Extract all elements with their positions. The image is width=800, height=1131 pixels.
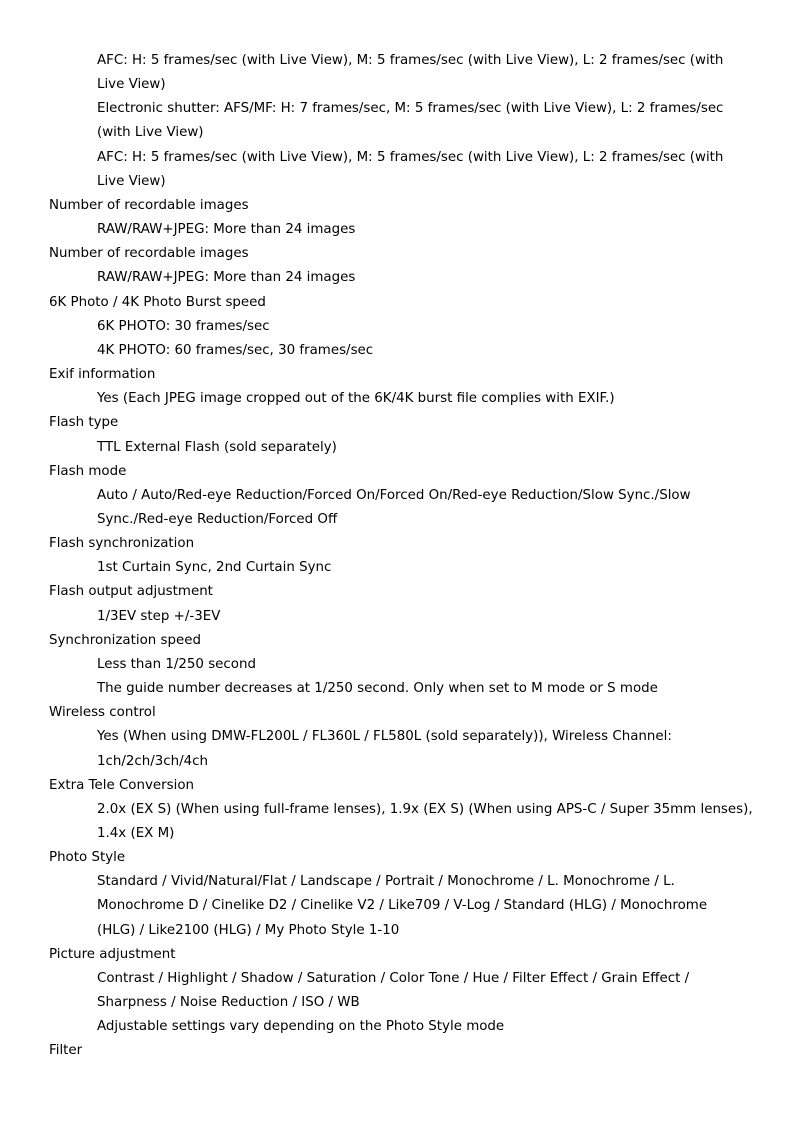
- spec-value-line: Monochrome D / Cinelike D2 / Cinelike V2 / Like709 / V-Log / Standard (HLG) / Monochrome: [97, 898, 708, 914]
- spec-value-line: 1.4x (EX M): [97, 826, 175, 841]
- spec-value-line: (with Live View): [97, 125, 204, 141]
- spec-value-line: RAW/RAW+JPEG: More than 24 images: [97, 270, 356, 286]
- spec-value-line: Live View): [97, 173, 166, 189]
- spec-heading: Flash mode: [49, 463, 127, 479]
- spec-value-line: Standard / Vivid/Natural/Flat / Landscape / Portrait / Monochrome / L. Monochrome / L.: [97, 874, 675, 890]
- spec-value-line: Sharpness / Noise Reduction / ISO / WB: [97, 995, 360, 1011]
- spec-value-line: Less than 1/250 second: [97, 656, 256, 672]
- spec-value-line: Live View): [97, 77, 166, 93]
- spec-heading: Number of recordable images: [49, 197, 249, 213]
- spec-value-line: 1st Curtain Sync, 2nd Curtain Sync: [97, 560, 332, 576]
- spec-heading: Filter: [49, 1043, 83, 1059]
- spec-value-line: (HLG) / Like2100 (HLG) / My Photo Style 1-10: [97, 922, 400, 938]
- spec-value-line: Electronic shutter: AFS/MF: H: 7 frames/sec, M: 5 frames/sec (with Live View), L: 2 frames/sec: [97, 101, 724, 117]
- spec-heading: Photo Style: [49, 850, 126, 866]
- spec-heading: Extra Tele Conversion: [49, 777, 195, 793]
- spec-value-line: 6K PHOTO: 30 frames/sec: [97, 318, 270, 334]
- spec-value-line: AFC: H: 5 frames/sec (with Live View), M: 5 frames/sec (with Live View), L: 2 frames/sec (with: [97, 53, 724, 68]
- spec-value-line: Auto / Auto/Red-eye Reduction/Forced On/Forced On/Red-eye Reduction/Slow Sync./Slow: [97, 487, 691, 503]
- spec-heading: Flash output adjustment: [49, 584, 213, 600]
- spec-value-line: The guide number decreases at 1/250 second. Only when set to M mode or S mode: [97, 681, 658, 697]
- spec-value-line: 1ch/2ch/3ch/4ch: [97, 753, 209, 769]
- spec-value-line: AFC: H: 5 frames/sec (with Live View), M: 5 frames/sec (with Live View), L: 2 frames/sec (with: [97, 149, 724, 165]
- spec-heading: Flash synchronization: [49, 536, 195, 552]
- spec-heading: Flash type: [49, 415, 119, 431]
- spec-value-line: Yes (Each JPEG image cropped out of the 6K/4K burst file complies with EXIF.): [97, 391, 615, 407]
- spec-value-line: 2.0x (EX S) (When using full-frame lenses), 1.9x (EX S) (When using APS-C / Super 35mm lenses),: [97, 801, 753, 817]
- spec-value-line: Adjustable settings vary depending on the Photo Style mode: [97, 1019, 505, 1035]
- spec-value-line: TTL External Flash (sold separately): [97, 439, 337, 455]
- spec-value-line: Yes (When using DMW-FL200L / FL360L / FL580L (sold separately)), Wireless Channel:: [97, 729, 672, 745]
- spec-heading: Synchronization speed: [49, 632, 201, 648]
- spec-value-line: RAW/RAW+JPEG: More than 24 images: [97, 222, 356, 238]
- spec-list: [0, 49, 800, 1064]
- spec-value-line: 1/3EV step +/-3EV: [97, 608, 221, 624]
- spec-value-line: Sync./Red-eye Reduction/Forced Off: [97, 511, 338, 527]
- spec-heading: Picture adjustment: [49, 946, 176, 962]
- spec-value-line: 4K PHOTO: 60 frames/sec, 30 frames/sec: [97, 342, 374, 358]
- spec-heading: Wireless control: [49, 705, 156, 721]
- spec-heading: 6K Photo / 4K Photo Burst speed: [49, 294, 266, 310]
- spec-value-line: Contrast / Highlight / Shadow / Saturation / Color Tone / Hue / Filter Effect / Grain Effect /: [97, 970, 690, 986]
- spec-heading: Number of recordable images: [49, 246, 249, 262]
- spec-heading: Exif information: [49, 367, 156, 383]
